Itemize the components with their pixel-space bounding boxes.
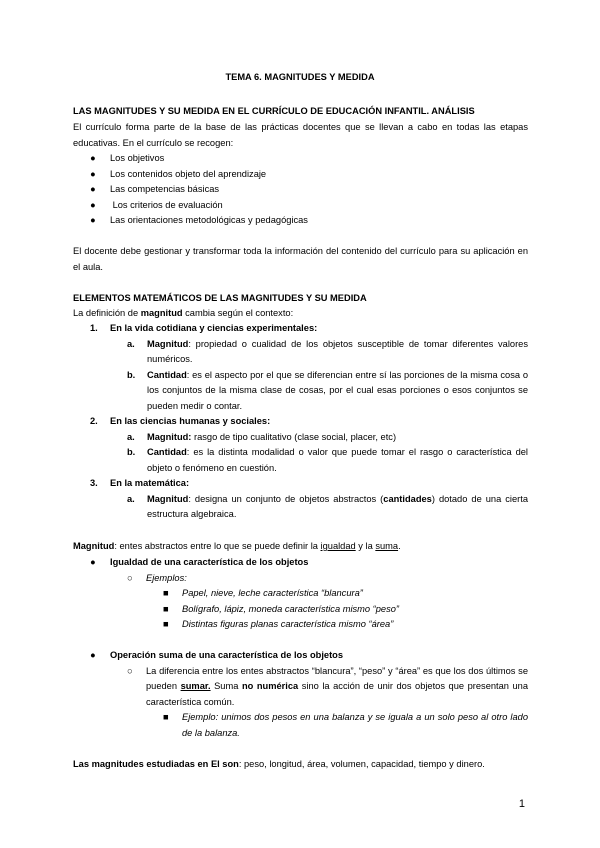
list-item: a. Magnitud: rasgo de tipo cualitativo (clase social, placer, etc) [127, 431, 397, 442]
list-item: a. Magnitud: propiedad o cualidad de los objetos susceptible de tomar diferentes valores numéricos. [127, 338, 528, 364]
section2-intro: La definición de magnitud cambia según el contexto: [73, 308, 294, 318]
studied-magnitudes: Las magnitudes estudiadas en El son: peso, longitud, área, volumen, capacidad, tiempo y dinero. [73, 759, 485, 769]
section1-intro: El currículo forma parte de la base de las prácticas docentes que se llevan a cabo en todas las etapas educativas. En el currículo se recogen: [73, 122, 528, 148]
list-item: ○ La diferencia entre los entes abstractos “blancura”, “peso” y “área” es que los dos últimos se pueden sumar. Suma no numérica sino la acción de unir dos objetos que presentan una característica común. [127, 665, 529, 707]
list-item: b. Cantidad: es el aspecto por el que se diferencian entre sí las porciones de la misma cosa o los conjuntos de la misma clase de cosas, por el cual esas porciones o esos conjuntos se pueden medir o contar. [127, 369, 528, 411]
list-item: b. Cantidad: es la distinta modalidad o valor que puede tomar el rasgo o característica del objeto o fenómeno en cuestión. [127, 447, 528, 473]
page-number: 1 [518, 798, 525, 810]
document-page: TEMA 6. MAGNITUDES Y MEDIDA LAS MAGNITUDES Y SU MEDIDA EN EL CURRÍCULO DE EDUCACIÓN INFANTIL. ANÁLISIS El currículo forma parte de la base de las prácticas docentes que se llevan a cabo en todas las etapas educativas. En el currículo se recogen: ● Los objetivos ● Los contenidos objeto del aprendizaje ● Las competencias básicas ● Los criterios de evaluación ● Las orientaciones metodológicas y pedagógicas El docente debe gestionar y transformar toda la información del contenido del currículo para su aplicación en el aula. ELEMENTOS MATEMÁTICOS DE LAS MAGNITUDES Y SU MEDIDA La definición de magnitud cambia según el contexto: 1. En la vida cotidiana y ciencias experimentales: a. Magnitud: propiedad o cualidad de los objetos susceptible de tomar diferentes valores numéricos. b. Cantidad: es el aspecto por el que se diferencian entre sí las porciones de la misma cosa o los conjuntos de la misma clase de cosas, por el cual esas porciones o esos conjuntos se pueden medir o contar. 2. En las ciencias humanas y sociales: a. Magnitud: rasgo de tipo cualitativo (clase social, placer, etc) b. Cantidad: es la distinta modalidad o valor que puede tomar el rasgo o característica del objeto o fenómeno en cuestión. 3. En la matemática: a. Magnitud: designa un conjunto de objetos abstractos (cantidades) dotado de una cierta estructura algebraica. Magnitud: entes abstractos entre lo que se puede definir la igualdad y la suma. ● Igualdad de una característica de los objetos ○ Ejemplos: ■ Papel, nieve, leche característica “blancura” ■ Bolígrafo, lápiz, moneda característica mismo “peso” ■ Distintas figuras planas característica mismo “área” ● Operación suma de una característica de los objetos ○ La diferencia entre los entes abstractos “blancura”, “peso” y “área” es que los dos últimos se pueden sumar. Suma no numérica sino la acción de unir dos objetos que presentan una característica común. ■ Ejemplo: unimos dos pesos en una balanza y se iguala a un solo peso al otro lado de la balanza. Las magnitudes estudiadas en El son: peso, longitud, área, volumen, capacidad, tiempo y dinero. 1 [0, 0, 600, 848]
document-title: TEMA 6. MAGNITUDES Y MEDIDA [225, 72, 375, 82]
section1-heading: LAS MAGNITUDES Y SU MEDIDA EN EL CURRÍCULO DE EDUCACIÓN INFANTIL. ANÁLISIS [73, 106, 475, 116]
list-item: a. Magnitud: designa un conjunto de objetos abstractos (cantidades) dotado de una cierta estructura algebraica. [127, 493, 528, 519]
section2-heading: ELEMENTOS MATEMÁTICOS DE LAS MAGNITUDES Y SU MEDIDA [73, 293, 367, 303]
section1-closing: El docente debe gestionar y transformar toda la información del contenido del currículo para su aplicación en el aula. [73, 246, 528, 272]
list-item: ■ Ejemplo: unimos dos pesos en una balanza y se iguala a un solo peso al otro lado de la balanza. [163, 712, 528, 738]
magnitud-definition: Magnitud: entes abstractos entre lo que se puede definir la igualdad y la suma. [73, 541, 401, 551]
